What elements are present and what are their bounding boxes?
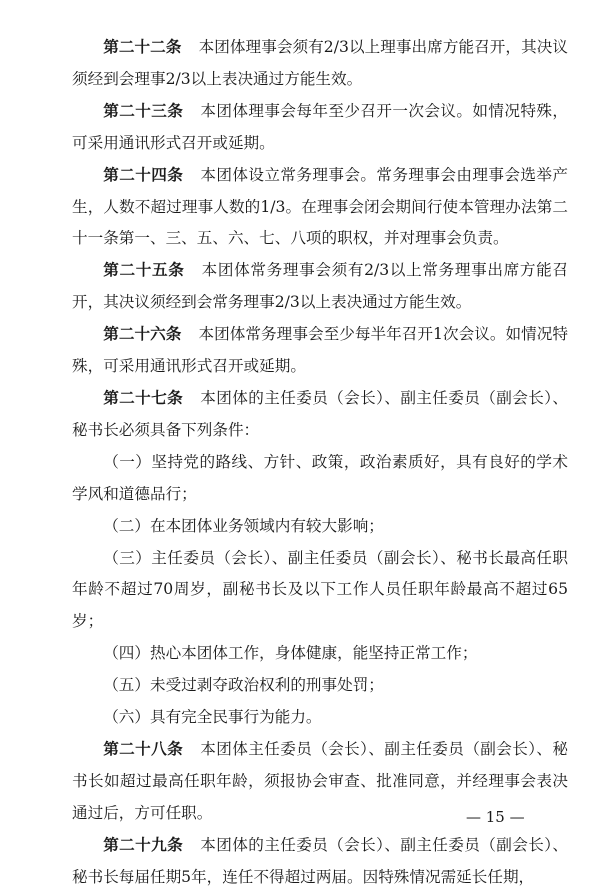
article-25 — [72, 255, 568, 319]
article-text: 本团体常务理事会至少每半年召开1次会议。如情况特殊，可采用通讯形式召开或延期。 — [72, 325, 568, 376]
article-label: 第二十四条 — [103, 165, 184, 184]
article-label: 第二十五条 — [103, 261, 185, 280]
condition-4: （四）热心本团体工作，身体健康，能坚持正常工作； — [103, 644, 478, 663]
condition-3: （三）主任委员（会长）、副主任委员（副会长）、秘书长最高任职年龄不超过70周岁，副秘书长及以下工作人员任职年龄最高不超过65岁； — [72, 548, 568, 631]
article-29 — [72, 830, 568, 893]
document-body — [72, 32, 568, 893]
article-24 — [72, 160, 568, 256]
article-text: 本团体理事会须有2/3以上理事出席方能召开，其决议须经到会理事2/3以上表决通过方能生效。 — [72, 38, 568, 88]
article-label: 第二十九条 — [103, 835, 184, 854]
article-22 — [72, 32, 568, 96]
article-label: 第二十八条 — [103, 739, 184, 758]
condition-2: （二）在本团体业务领域内有较大影响； — [103, 516, 384, 535]
article-23 — [72, 96, 568, 160]
article-text: 本团体常务理事会须有2/3以上常务理事出席方能召开，其决议须经到会常务理事2/3以上表决通过方能生效。 — [72, 261, 568, 312]
article-label: 第二十六条 — [103, 325, 182, 344]
article-label: 第二十七条 — [103, 388, 184, 407]
article-26 — [72, 319, 568, 383]
condition-6: （六）具有完全民事行为能力。 — [103, 708, 322, 727]
article-label: 第二十三条 — [103, 101, 184, 120]
article-text: 本团体的主任委员（会长）、副主任委员（副会长）、秘书长必须具备下列条件： — [72, 388, 568, 439]
article-text: 本团体理事会每年至少召开一次会议。如情况特殊，可采用通讯形式召开或延期。 — [72, 101, 568, 152]
condition-5: （五）未受过剥夺政治权利的刑事处罚； — [103, 676, 384, 695]
article-27 — [72, 383, 568, 447]
condition-1: （一）坚持党的路线、方针、政策，政治素质好，具有良好的学术学风和道德品行； — [72, 452, 568, 503]
article-text: 本团体的主任委员（会长）、副主任委员（副会长）、秘书长每届任期5年，连任不得超过两届。因特殊情况需延长任期， — [72, 835, 568, 886]
article-text: 本团体设立常务理事会。常务理事会由理事会选举产生，人数不超过理事人数的1/3。在理事会闭会期间行使本管理办法第二十一条第一、三、五、六、七、八项的职权，并对理事会负责。 — [72, 165, 568, 248]
page-number: — 15 — — [466, 808, 525, 826]
article-text: 本团体主任委员（会长）、副主任委员（副会长）、秘书长如超过最高任职年龄，须报协会审查、批准同意，并经理事会表决通过后，方可任职。 — [72, 739, 568, 822]
article-label: 第二十二条 — [103, 38, 182, 56]
